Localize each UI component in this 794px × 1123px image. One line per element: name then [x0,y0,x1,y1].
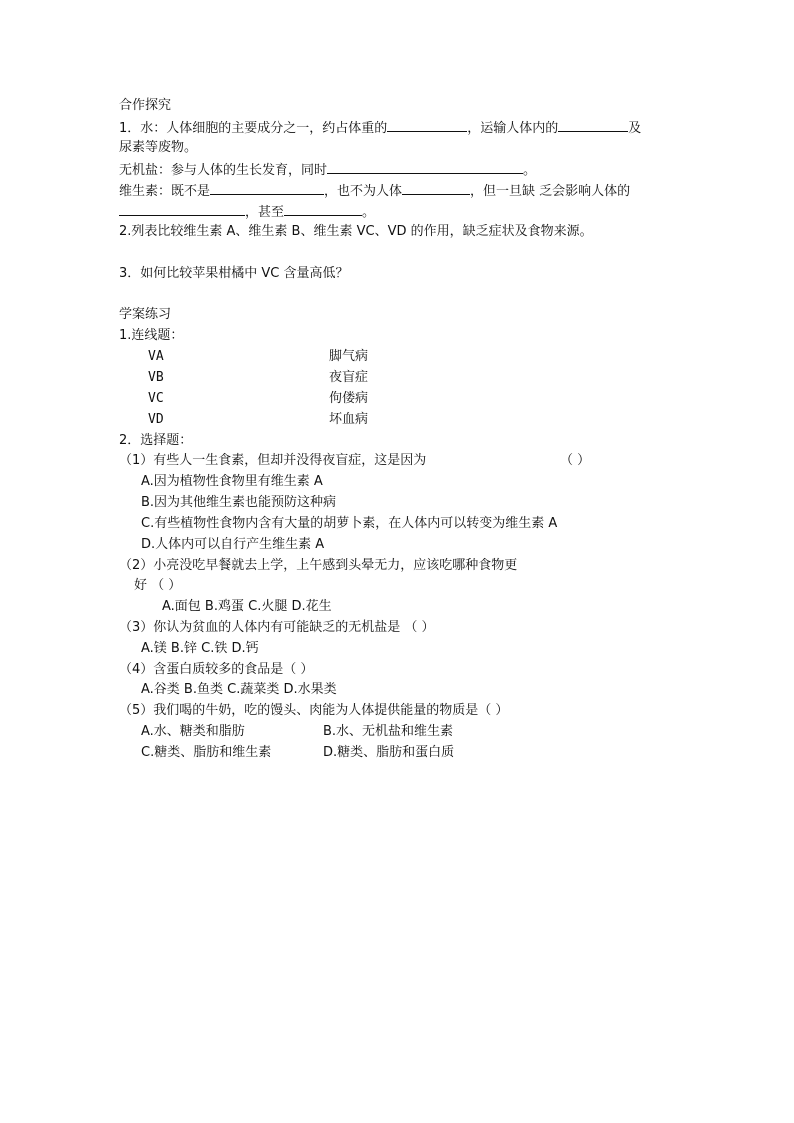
choice-q2-stem: （2）小亮没吃早餐就去上学，上午感到头晕无力，应该吃哪种食物更 [119,558,518,573]
choice-q5-stem: （5）我们喝的牛奶，吃的馒头、肉能为人体提供能量的物质是（ ） [119,703,509,718]
vitamin-text-c: ，但一旦缺 乏会影响人体的 [470,184,631,199]
choice-q3-options[interactable]: A.镁 B.锌 C.铁 D.钙 [141,641,259,656]
blank-vitamin-1[interactable] [210,181,324,195]
water-text-a: 1．水：人体细胞的主要成分之一，约占体重的 [119,121,388,136]
question-1-vitamin-cont [119,202,375,220]
question-2-compare-vitamins: 2.列表比较维生素 A、维生素 B、维生素 VC、VD 的作用，缺乏症状及食物来源。 [119,224,593,239]
choice-q3-stem: （3）你认为贫血的人体内有可能缺乏的无机盐是 （ ） [119,620,435,635]
section-title-exercises: 学案练习 [119,307,172,322]
mineral-text-a: 无机盐：参与人体的生长发育，同时 [119,163,328,178]
choice-q1-option-b[interactable]: B.因为其他维生素也能预防这种病 [141,495,337,510]
choice-q1-option-c[interactable]: C.有些植物性食物内含有大量的胡萝卜素，在人体内可以转变为维生素 A [141,516,558,531]
matching-right-item[interactable]: 脚气病 [329,349,369,364]
blank-vitamin-3[interactable] [119,202,245,216]
matching-left-item[interactable]: VA [148,349,164,364]
choice-q5-option-a[interactable]: A.水、糖类和脂肪 [141,724,245,739]
matching-left-item[interactable]: VC [148,391,164,406]
blank-vitamin-4[interactable] [284,202,362,216]
matching-right-item[interactable]: 夜盲症 [329,370,369,385]
blank-water-1[interactable] [387,118,467,132]
matching-right-item[interactable]: 佝偻病 [329,391,369,406]
blank-mineral[interactable] [327,160,523,174]
water-text-b: ，运输人体内的 [467,121,559,136]
choice-q5-option-b[interactable]: B.水、无机盐和维生素 [323,724,454,739]
vitamin-text-e: 。 [362,205,376,220]
choice-q1-option-a[interactable]: A.因为植物性食物里有维生素 A [141,474,323,489]
question-1-vitamin [119,181,630,199]
question-1-water-cont: 尿素等废物。 [119,140,198,155]
choice-q4-options[interactable]: A.谷类 B.鱼类 C.蔬菜类 D.水果类 [141,682,337,697]
matching-right-item[interactable]: 坏血病 [329,412,369,427]
question-1-mineral [119,160,536,178]
matching-left-item[interactable]: VB [148,370,164,385]
water-text-c: 及 [628,121,642,136]
section-title-cooperative-inquiry: 合作探究 [119,98,172,113]
vitamin-text-a: 维生素：既不是 [119,184,211,199]
vitamin-text-d: ，甚至 [245,205,285,220]
mineral-text-b: 。 [523,163,537,178]
choice-q4-stem: （4）含蛋白质较多的食品是（ ） [119,662,314,677]
matching-left-item[interactable]: VD [148,412,164,427]
question-3-vc-content: 3．如何比较苹果柑橘中 VC 含量高低？ [119,266,349,281]
choice-q2-stem-cont[interactable]: 好 （ ） [134,578,182,593]
choice-q5-option-c[interactable]: C.糖类、脂肪和维生素 [141,745,272,760]
question-1-water [119,118,641,136]
vitamin-text-b: ，也不为人体 [324,184,403,199]
choice-q1-stem: （1）有些人一生食素，但却并没得夜盲症，这是因为 [119,453,427,468]
choice-q2-options[interactable]: A.面包 B.鸡蛋 C.火腿 D.花生 [162,599,332,614]
choice-title: 2．选择题： [119,433,193,448]
choice-q5-option-d[interactable]: D.糖类、脂肪和蛋白质 [323,745,455,760]
blank-vitamin-2[interactable] [402,181,470,195]
matching-title: 1.连线题： [119,328,184,343]
blank-water-2[interactable] [558,118,628,132]
choice-q1-answer-paren[interactable]: （ ） [560,453,591,468]
choice-q1-option-d[interactable]: D.人体内可以自行产生维生素 A [141,537,325,552]
